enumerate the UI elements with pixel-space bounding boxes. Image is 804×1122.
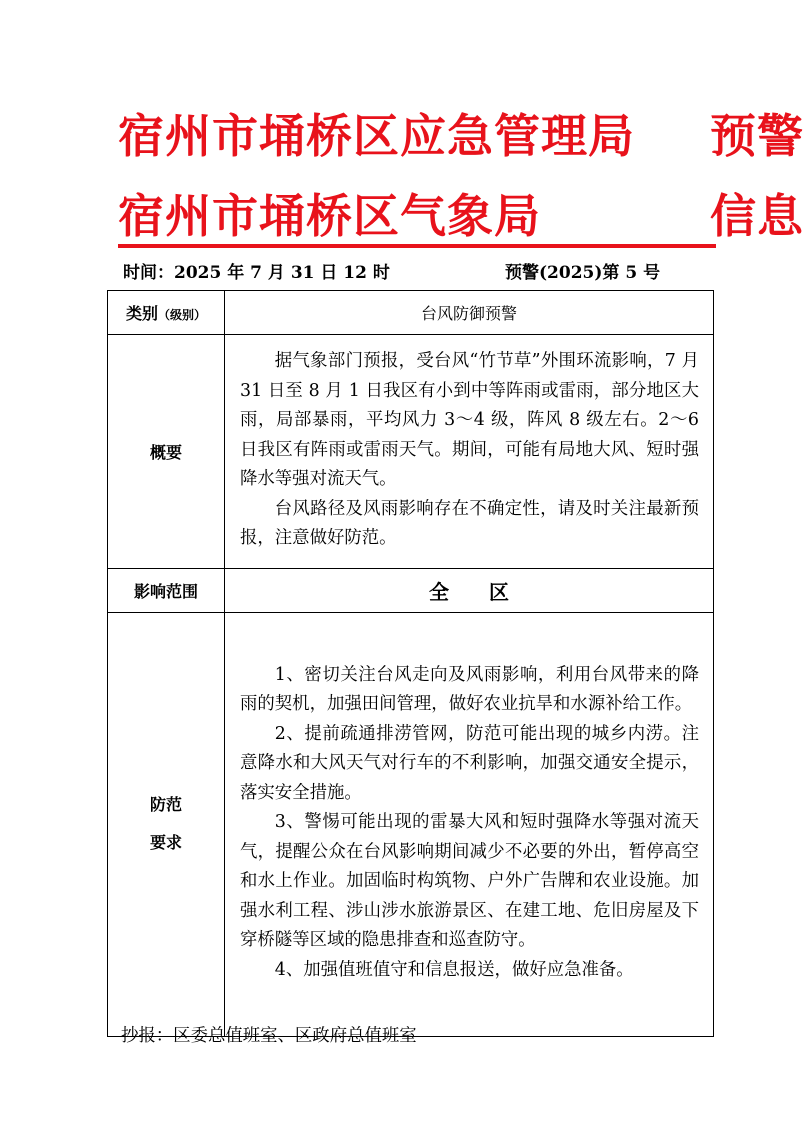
header-doc-type-1: 预警 <box>710 109 804 163</box>
requirement-item: 2、提前疏通排涝管网，防范可能出现的城乡内涝。注意降水和大风天气对行车的不利影响，加强交通安全提示，落实安全措施。 <box>240 723 699 803</box>
header-red-rule <box>118 244 716 248</box>
header-agency-2: 宿州市埇桥区气象局 <box>118 189 541 243</box>
warning-number: 预警(2025)第 5 号 <box>505 263 661 283</box>
warning-table <box>107 290 714 1037</box>
cc-recipients: 抄报：区委总值班室、区政府总值班室 <box>121 1026 417 1046</box>
summary-paragraph: 台风路径及风雨影响存在不确定性，请及时关注最新预报，注意做好防范。 <box>240 498 699 548</box>
category-label-cell <box>108 291 225 335</box>
category-label: 类别 <box>125 304 158 323</box>
scope-value: 全区 <box>225 568 714 612</box>
header-agency-1: 宿州市埇桥区应急管理局 <box>118 109 635 163</box>
row-summary <box>108 335 714 569</box>
row-scope <box>108 568 714 612</box>
requirements-label-cell <box>108 612 225 1036</box>
summary-label: 概要 <box>108 335 225 569</box>
requirement-item: 3、警惕可能出现的雷暴大风和短时强降水等强对流天气，提醒公众在台风影响期间减少不必要的外出，暂停高空和水上作业。加固临时构筑物、户外广告牌和农业设施。加强水利工程、涉山涉水旅游景区、在建工地、危旧房屋及下穿桥隧等区域的隐患排查和巡查防守。 <box>240 812 699 951</box>
header-doc-type-2: 信息 <box>710 189 804 243</box>
requirement-item: 1、密切关注台风走向及风雨影响，利用台风带来的降雨的契机，加强田间管理，做好农业抗旱和水源补给工作。 <box>240 664 699 715</box>
category-value: 台风防御预警 <box>225 291 714 335</box>
issue-time: 时间：2025 年 7 月 31 日 12 时 <box>123 263 390 283</box>
header-title-line-1 <box>118 109 804 163</box>
requirement-item: 4、加强值班值守和信息报送，做好应急准备。 <box>274 959 634 980</box>
requirements-label-2: 要求 <box>149 833 182 852</box>
summary-paragraph: 据气象部门预报，受台风“竹节草”外围环流影响，7 月 31 日至 8 月 1 日我区有小到中等阵雨或雷雨，部分地区大雨，局部暴雨，平均风力 3～4 级，阵风 8 级左右。2～6 日我区有阵雨或雷雨天气。期间，可能有局地大风、短时强降水等强对流天气。 <box>240 351 699 489</box>
category-level-label: （级别） <box>158 308 207 322</box>
scope-label: 影响范围 <box>108 568 225 612</box>
requirements-cell <box>225 612 714 1036</box>
summary-text <box>225 335 713 568</box>
summary-cell <box>225 335 714 569</box>
row-category <box>108 291 714 335</box>
requirements-text <box>225 649 713 1000</box>
header-title-line-2 <box>118 189 804 243</box>
row-requirements <box>108 612 714 1036</box>
requirements-label-1: 防范 <box>149 795 182 814</box>
